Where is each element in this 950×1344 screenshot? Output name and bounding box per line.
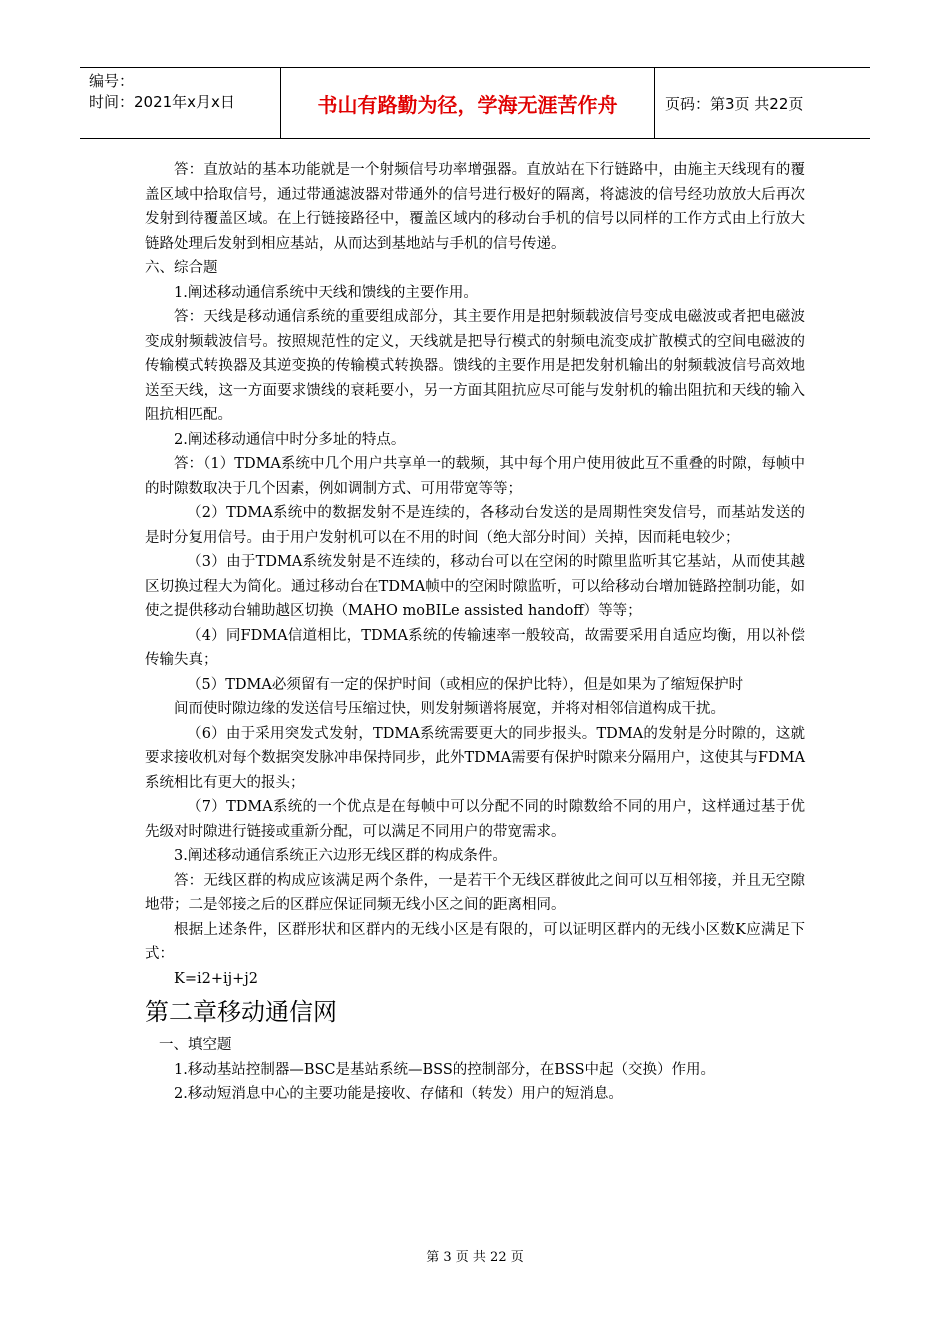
answer-2-point-3: （3）由于TDMA系统发射是不连续的，移动台可以在空闲的时隙里监听其它基站，从而使其越区切换过程大为简化。通过移动台在TDMA帧中的空闲时隙监听，可以给移动台增加链路控制功能，如使之提供移动台辅助越区切换（MAHO moBILe assisted handoff）等等； [145, 554, 805, 619]
answer-1: 答：天线是移动通信系统的重要组成部分，其主要作用是把射频载波信号变成电磁波或者把电磁波变成射频载波信号。按照规范性的定义，天线就是把导行模式的射频电流变成扩散模式的空间电磁波的传输模式转换器及其逆变换的传输模式转换器。馈线的主要作用是把发射机输出的射频载波信号高效地送至天线，这一方面要求馈线的衰耗要小，另一方面其阻抗应尽可能与发射机的输出阻抗和天线的输入阻抗相匹配。 [145, 309, 805, 423]
section-heading-fill-in: 一、填空题 [159, 1037, 232, 1053]
header-motto: 书山有路勤为径，学海无涯苦作舟 [281, 68, 655, 138]
fill-in-1: 1.移动基站控制器—BSC是基站系统—BSS的控制部分，在BSS中起（交换）作用。 [174, 1061, 716, 1078]
answer-3-cont: 根据上述条件，区群形状和区群内的无线小区是有限的，可以证明区群内的无线小区数K应满足下式： [145, 921, 805, 962]
page-header [80, 67, 870, 139]
answer-2-point-5: （5）TDMA必须留有一定的保护时间（或相应的保护比特），但是如果为了缩短保护时 [187, 676, 744, 693]
document-time-label: 时间：2021年x月x日 [89, 93, 235, 111]
page-footer: 第 3 页 共 22 页 [426, 1250, 524, 1265]
answer-2-point-7: （7）TDMA系统的一个优点是在每帧中可以分配不同的时隙数给不同的用户，这样通过基于优先级对时隙进行链接或重新分配，可以满足不同用户的带宽需求。 [145, 799, 805, 840]
question-1: 1.阐述移动通信系统中天线和馈线的主要作用。 [174, 284, 478, 301]
answer-3: 答：无线区群的构成应该满足两个条件，一是若干个无线区群彼此之间可以互相邻接，并且无空隙地带；二是邻接之后的区群应保证同频无线小区之间的距离相同。 [145, 872, 805, 913]
question-2: 2.阐述移动通信中时分多址的特点。 [174, 431, 406, 448]
answer-2-point-4: （4）同FDMA信道相比，TDMA系统的传输速率一般较高，故需要采用自适应均衡，用以补偿传输失真； [145, 627, 805, 668]
header-page-number: 页码：第3页 共22页 [665, 94, 804, 113]
document-number-label: 编号： [89, 72, 135, 90]
question-3: 3.阐述移动通信系统正六边形无线区群的构成条件。 [174, 848, 507, 864]
document-body [145, 158, 805, 1107]
formula: K=i2+ij+j2 [174, 970, 258, 987]
fill-in-2: 2.移动短消息中心的主要功能是接收、存储和（转发）用户的短消息。 [174, 1086, 623, 1102]
paragraph-repeater-answer: 答：直放站的基本功能就是一个射频信号功率增强器。直放站在下行链路中，由施主天线现有的覆盖区域中拾取信号，通过带通滤波器对带通外的信号进行极好的隔离，将滤波的信号经功放放大后再次发射到待覆盖区域。在上行链接路径中，覆盖区域内的移动台手机的信号以同样的工作方式由上行放大链路处理后发射到相应基站，从而达到基地站与手机的信号传递。 [145, 162, 805, 252]
section-heading: 六、综合题 [145, 260, 218, 276]
chapter-title: 第二章移动通信网 [145, 998, 337, 1026]
answer-2-point-2: （2）TDMA系统中的数据发射不是连续的，各移动台发送的是周期性突发信号，而基站发送的是时分复用信号。由于用户发射机可以在不用的时间（绝大部分时间）关掉，因而耗电较少； [145, 505, 805, 546]
answer-2-point-6: （6）由于采用突发式发射，TDMA系统需要更大的同步报头。TDMA的发射是分时隙的，这就要求接收机对每个数据突发脉冲串保持同步，此外TDMA需要有保护时隙来分隔用户，这使其与FDMA系统相比有更大的报头； [145, 725, 805, 791]
answer-2-point-1: 答：（1）TDMA系统中几个用户共享单一的载频，其中每个用户使用彼此互不重叠的时隙，每帧中的时隙数取决于几个因素，例如调制方式、可用带宽等等； [145, 456, 805, 497]
answer-2-point-5-cont: 间而使时隙边缘的发送信号压缩过快，则发射频谱将展宽，并将对相邻信道构成干扰。 [174, 701, 725, 717]
header-meta [80, 68, 281, 138]
